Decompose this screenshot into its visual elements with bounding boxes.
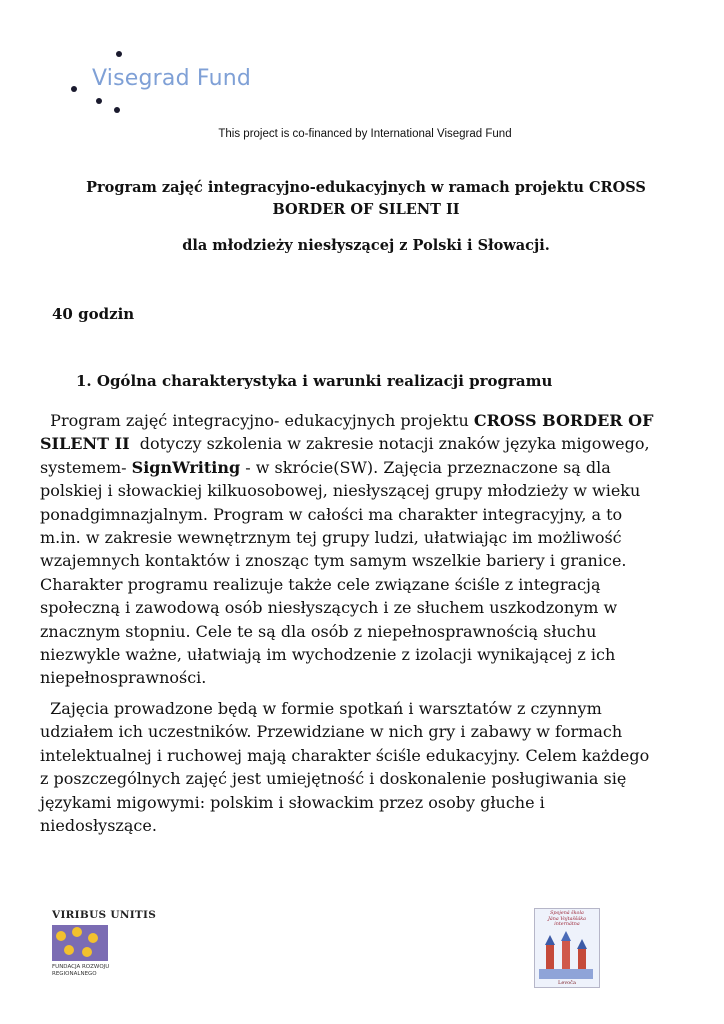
section-heading-1: 1. Ogólna charakterystyka i warunki realizacji programu: [76, 372, 553, 390]
text-line: znacznym stopniu. Cele te są dla osób z niepełnosprawnością słuchu: [40, 621, 597, 641]
cofinanced-note: [0, 128, 724, 140]
text-line: [40, 432, 680, 455]
logo-dot: [114, 107, 120, 113]
text-line: niepełnosprawności.: [40, 668, 207, 688]
visegrad-fund-logo: [60, 48, 260, 123]
viribus-emblem: [52, 925, 108, 961]
program-subtitle: dla młodzieży niesłyszącej z Polski i Słowacji.: [182, 237, 550, 254]
viribus-unitis-logo: [52, 909, 157, 989]
church-towers-icon: [535, 931, 599, 979]
paragraph-2: [40, 697, 680, 837]
program-title: [40, 177, 692, 221]
text-line: językami migowymi: polskim i słowackim przez osoby głuche i: [40, 792, 545, 812]
figure-icon: [56, 931, 66, 941]
hours-label: 40 godzin: [52, 305, 135, 323]
text-line: [40, 697, 680, 720]
text-span: Program zajęć integracyjno- edukacyjnych projektu: [50, 411, 474, 430]
figure-icon: [82, 947, 92, 957]
text-line: Charakter programu realizuje także cele związane ściśle z integracją: [40, 574, 601, 594]
roof-shape: [577, 939, 587, 949]
text-line: intelektualnej i ruchowej mają charakter ściśle edukacyjny. Celem każdego: [40, 745, 650, 765]
bold-span: SILENT II: [40, 434, 130, 454]
bold-span: CROSS BORDER OF: [473, 411, 654, 430]
text-line: niedosłyszące.: [40, 816, 157, 836]
title-line-1: Program zajęć integracyjno-edukacyjnych w ramach projektu CROSS: [86, 179, 646, 196]
text-line: polskiej i słowackiej kilkuosobowej, niesłyszącej grupy młodzieży w wieku: [40, 481, 641, 501]
logo-text: Visegrad Fund: [92, 66, 252, 91]
viribus-sub-line: FUNDACJA ROZWOJU: [52, 964, 110, 970]
roof-shape: [561, 931, 571, 941]
text-span: - w skrócie(SW). Zajęcia przeznaczone są dla: [240, 457, 611, 477]
text-span: Zajęcia prowadzone będą w formie spotkań i warsztatów z czynnym: [50, 699, 602, 718]
text-line: m.in. w zakresie wewnętrznym tej grupy ludzi, ułatwiając im możliwość: [40, 528, 622, 548]
viribus-sub-line: REGIONALNEGO: [52, 971, 97, 977]
text-line: z poszczególnych zajęć jest umiejętność i doskonalenie posługiwania się: [40, 769, 627, 789]
text-line: udziałem ich uczestników. Przewidziane w nich gry i zabawy w formach: [40, 722, 623, 742]
school-town: Levoča: [558, 979, 576, 986]
text-line: społeczną i zawodową osób niesłyszących i ze słuchem uszkodzonym w: [40, 598, 618, 618]
viribus-title: VIRIBUS UNITIS: [52, 909, 157, 921]
logo-dot: [116, 51, 122, 57]
text-line: wzajemnych kontaktów i znosząc tym samym wszelkie bariery i granice.: [40, 551, 627, 571]
figure-icon: [72, 927, 82, 937]
paragraph-1: [40, 409, 680, 690]
title-line-2: BORDER OF SILENT II: [272, 201, 460, 218]
roof-shape: [545, 935, 555, 945]
school-line: Spojená škola: [550, 911, 584, 916]
figure-icon: [88, 933, 98, 943]
bold-span: SignWriting: [131, 457, 241, 477]
school-logo: [534, 908, 600, 988]
logo-dot: [96, 98, 102, 104]
school-name: [535, 911, 599, 928]
text-line: ponadgimnazjalnym. Program w całości ma charakter integracyjny, a to: [40, 504, 623, 524]
text-line: [40, 456, 680, 479]
text-line: niezwykle ważne, ułatwiają im wychodzenie z izolacji wynikającej z ich: [40, 645, 616, 665]
viribus-subtitle: [52, 964, 122, 978]
cofinanced-text: This project is co-financed by International Visegrad Fund: [218, 128, 512, 140]
text-span: systemem-: [40, 457, 132, 477]
wall-shape: [539, 969, 593, 979]
logo-dot: [71, 86, 77, 92]
text-line: [40, 409, 680, 432]
text-span: dotyczy szkolenia w zakresie notacji znaków języka migowego,: [129, 434, 650, 454]
figure-icon: [64, 945, 74, 955]
school-line: Jána Vojtaššáka internátna: [548, 916, 586, 928]
